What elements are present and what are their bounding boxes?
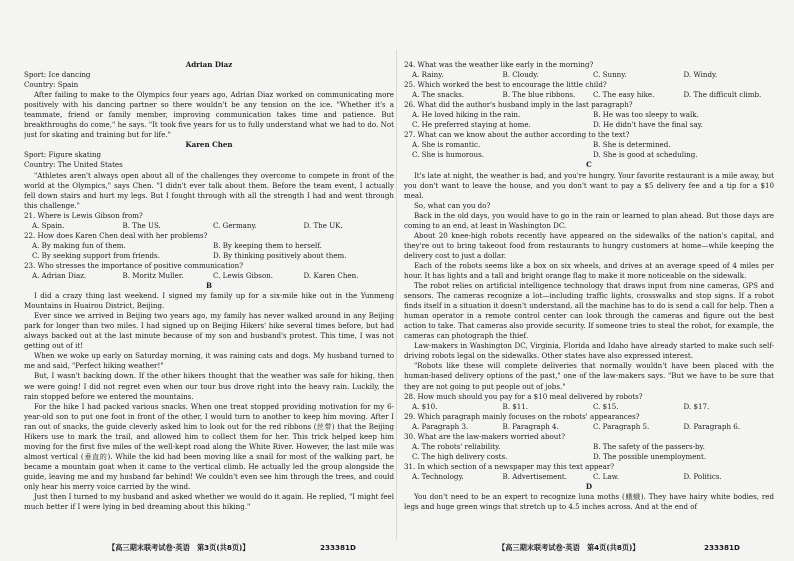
question-28-options <box>404 402 774 412</box>
question-28: 28. How much should you pay for a $10 meal delivered by robots? <box>404 391 643 401</box>
question-30-options <box>404 442 774 462</box>
passage-b-paragraph-6: Just then I turned to my husband and asked whether we would do it again. He replied, "I might feel much better if I were lying in bed dreaming about this hiking." <box>24 492 394 512</box>
profile-name-karen: Karen Chen <box>185 140 233 150</box>
option-d: D. Karen Chen. <box>303 270 359 280</box>
question-26: 26. What did the author's husband imply in the last paragraph? <box>404 100 633 110</box>
section-c-heading: C <box>586 160 592 170</box>
question-27: 27. What can we know about the author according to the text? <box>404 130 630 140</box>
passage-b-paragraph-4: But, I wasn't backing down. If the other hikers thought that the weather was safe for hiking, then we were going! I did not regret even when our tour bus drove right into the heavy rain. Luckily, the rain stopped before we entered the mountains. <box>24 371 394 401</box>
question-25: 25. Which worked the best to encourage the little child? <box>404 80 607 90</box>
page-divider <box>396 50 397 540</box>
question-31: 31. In which section of a newspaper may this text appear? <box>404 461 615 471</box>
option-c: C. Law. <box>593 471 620 481</box>
passage-b-paragraph-2: Ever since we arrived in Beijing two years ago, my family has never walked around in any Beijing park for longer than two miles. I had signed up on Beijing Hikers' hike several times before, but had always backed out at the last minute because of my son and husband's protest. This time, I was not getting out of it! <box>24 311 394 351</box>
question-29-options <box>404 422 774 432</box>
option-c: C. She is humorous. <box>412 150 484 160</box>
option-a: A. $10. <box>412 401 438 411</box>
option-d: D. Politics. <box>683 471 722 481</box>
option-a: A. Paragraph 3. <box>412 421 469 431</box>
option-a: A. He loved hiking in the rain. <box>412 110 521 120</box>
passage-c-paragraph-5: Each of the robots seems like a box on six wheels, and drives at an average speed of 4 miles per hour. It has lights and a tall and bright orange flag to make it more noticeable on the sidewalk. <box>404 260 774 280</box>
option-d: D. The UK. <box>303 220 343 230</box>
option-c: C. Lewis Gibson. <box>213 270 274 280</box>
question-22-options <box>24 241 394 261</box>
question-21-options <box>24 221 394 231</box>
option-b: B. He was too sleepy to walk. <box>593 110 699 120</box>
page-3-footer-code <box>320 543 356 552</box>
option-b: B. The safety of the passers-by. <box>593 441 705 451</box>
karen-sport: Sport: Figure skating <box>24 150 102 160</box>
question-25-options <box>404 90 774 100</box>
question-29: 29. Which paragraph mainly focuses on the robots' appearances? <box>404 411 640 421</box>
option-a: A. Spain. <box>32 220 65 230</box>
option-b: B. The US. <box>122 220 161 230</box>
adrian-paragraph: After failing to make to the Olympics four years ago, Adrian Diaz worked on communicating more positively with his dancing partner so there wouldn't be any tension on the ice. "Whether it's a teammate, friend or family member, improving communication takes time and patience. But breakthroughs do come," he says. "It took five years for us to fully understand what we had to do. Not just for skating and training but for life." <box>24 90 394 140</box>
section-b-heading: B <box>206 281 212 291</box>
option-b: B. The blue ribbons. <box>502 90 576 100</box>
option-b: B. Moritz Muller. <box>122 270 184 280</box>
passage-c-paragraph-7: Law-makers in Washington DC, Virginia, Florida and Idaho have already started to make such self-driving robots legal on the sidewalks. Other states have also expressed interest. <box>404 341 774 361</box>
footer-code: 233381D <box>704 543 740 552</box>
option-c: C. $15. <box>593 401 619 411</box>
passage-b-paragraph-3: When we woke up early on Saturday morning, it was raining cats and dogs. My husband turned to me and said, "Perfect hiking weather!" <box>24 351 394 371</box>
option-c: C. He preferred staying at home. <box>412 120 531 130</box>
page-3 <box>24 60 394 538</box>
page-4 <box>404 60 774 538</box>
option-c: C. Germany. <box>213 220 257 230</box>
page-3-footer <box>108 543 250 553</box>
section-d-heading: D <box>585 481 593 491</box>
passage-c-paragraph-6: The robot relies on artificial intelligence technology that draws input from nine cameras, GPS and sensors. The cameras recognize a lot—including traffic lights, crosswalks and stop signs. If a robot finds itself in a situation it doesn't understand, all the machine has to do is send a call for help. Then a human operator in a remote control center can look through the cameras and figure out the best action to take. That cameras also provide security. If someone tries to steal the robot, for example, the cameras can photograph the thief. <box>404 281 774 341</box>
option-c: C. The high delivery costs. <box>412 451 508 461</box>
option-a: A. Adrian Diaz. <box>32 270 87 280</box>
question-21: 21. Where is Lewis Gibson from? <box>24 210 143 220</box>
option-c: C. By seeking support from friends. <box>32 250 160 260</box>
question-22: 22. How does Karen Chen deal with her problems? <box>24 230 208 240</box>
option-d: D. Windy. <box>683 70 718 80</box>
question-23-options <box>24 271 394 281</box>
option-a: A. By making fun of them. <box>32 240 126 250</box>
option-d: D. By thinking positively about them. <box>213 250 347 260</box>
passage-c-paragraph-1: It's late at night, the weather is bad, and you're hungry. Your favorite restaurant is a mile away, but you don't want to leave the house, and you don't want to pay a $5 delivery fee and a tip for a $10 meal. <box>404 170 774 200</box>
option-c: C. The easy hike. <box>593 90 655 100</box>
karen-paragraph: "Athletes aren't always open about all of the challenges they overcome to compete in front of the world at the Olympics," says Chen. "I didn't ever talk about them. Before the team event, I actually fell down stairs and hurt my legs. But I fought through with all the strength I had and went through this challenge." <box>24 170 394 210</box>
passage-c-paragraph-8: "Robots like these will complete deliveries that normally wouldn't have been placed with the human-based delivery options of the past," one of the law-makers says. "But we have to be sure that they are not going to put people out of jobs." <box>404 361 774 391</box>
option-d: D. Paragraph 6. <box>683 421 741 431</box>
passage-c-paragraph-4: About 20 knee-high robots recently have appeared on the sidewalks of the nation's capital, and they're out to bring takeout food from restaurants to hungry customers at home—while keeping the delivery cost to just a dollar. <box>404 230 774 260</box>
question-26-options <box>404 110 774 130</box>
option-b: B. Advertisement. <box>502 471 568 481</box>
passage-b-paragraph-1: I did a crazy thing last weekend. I signed my family up for a six-mile hike out in the Yunmeng Mountains in Huairou District, Beijing. <box>24 291 394 311</box>
option-a: A. The robots' reliability. <box>412 441 501 451</box>
karen-country: Country: The United States <box>24 160 123 170</box>
option-c: C. Paragraph 5. <box>593 421 650 431</box>
option-a: A. The snacks. <box>412 90 464 100</box>
question-23: 23. Who stresses the importance of positive communication? <box>24 260 244 270</box>
question-24-options <box>404 70 774 80</box>
option-d: D. $17. <box>683 401 710 411</box>
question-27-options <box>404 140 774 160</box>
option-d: D. The difficult climb. <box>683 90 762 100</box>
question-30: 30. What are the law-makers worried about? <box>404 431 566 441</box>
option-b: B. She is determined. <box>593 140 671 150</box>
footer-label: 【高三期末联考试卷·英语 第4页(共8页)】 <box>498 543 640 552</box>
passage-c-paragraph-3: Back in the old days, you would have to go in the rain or learned to plan ahead. But those days are coming to an end, at least in Washington DC. <box>404 210 774 230</box>
option-d: D. The possible unemployment. <box>593 451 707 461</box>
profile-name-adrian: Adrian Diaz <box>185 60 233 69</box>
option-b: B. Cloudy. <box>502 70 539 80</box>
option-b: B. $11. <box>502 401 529 411</box>
option-a: A. Technology. <box>412 471 464 481</box>
page-4-footer-code <box>704 543 740 552</box>
footer-label: 【高三期末联考试卷·英语 第3页(共8页)】 <box>108 543 250 552</box>
option-c: C. Sunny. <box>593 70 627 80</box>
passage-c-paragraph-2: So, what can you do? <box>413 200 491 210</box>
adrian-sport: Sport: Ice dancing <box>24 70 91 80</box>
option-b: B. By keeping them to herself. <box>213 240 322 250</box>
option-a: A. Rainy. <box>412 70 444 80</box>
page-4-footer <box>498 543 640 553</box>
option-d: D. She is good at scheduling. <box>593 150 698 160</box>
adrian-country: Country: Spain <box>24 80 79 90</box>
question-31-options <box>404 472 774 482</box>
question-24: 24. What was the weather like early in the morning? <box>404 60 594 69</box>
footer-code: 233381D <box>320 543 356 552</box>
option-b: B. Paragraph 4. <box>502 421 559 431</box>
option-a: A. She is romantic. <box>412 140 481 150</box>
passage-d-paragraph-1: You don't need to be an expert to recognize luna moths (蛾蛾). They have hairy white bodies, red legs and huge green wings that stretch up to 4.5 inches across. And at the end of <box>404 492 774 512</box>
option-d: D. He didn't have the final say. <box>593 120 703 130</box>
passage-b-paragraph-5: For the hike I had packed various snacks. When one treat stopped providing motivation for my 6-year-old son to put one foot in front of the other, I would turn to another to keep him moving. After I ran out of snacks, the guide cleverly asked him to look out for the red ribbons (丝带) that the Beijing Hikers use to mark the trail, and allowed him to collect them for her. This trick helped keep him moving for the first five miles of the well-kept road along the White River. However, the last mile was almost vertical (垂直的). While the kid had been moving like a snail for most of the walking part, he became a mountain goat when it came to the vertical climb. He actually led the group alongside the guide, leaving me and my husband far behind! We couldn't even see him through the trees, and could only hear his merry voice carried by the wind. <box>24 401 394 491</box>
